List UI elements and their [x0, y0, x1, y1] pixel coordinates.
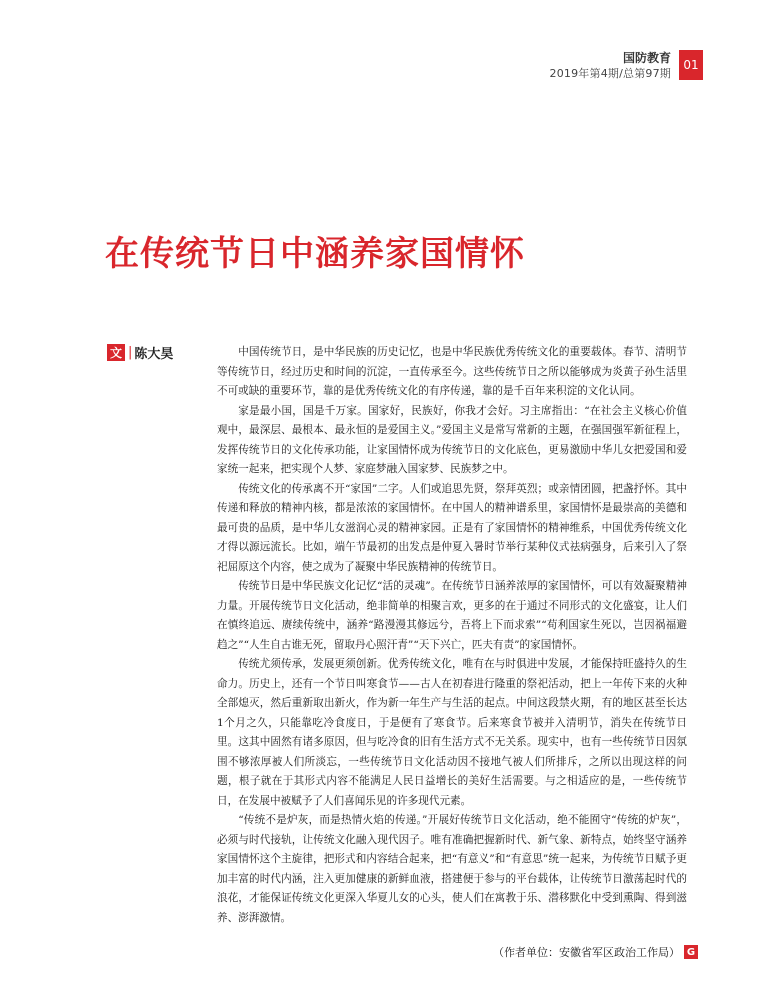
- article-title: 在传统节日中涵养家国情怀: [105, 234, 525, 274]
- issue-info: 2019年第4期/总第97期: [549, 67, 671, 80]
- header-text: [550, 50, 672, 81]
- author-byline: [107, 343, 173, 362]
- page-header: [550, 50, 704, 81]
- article-paragraph: 中国传统节日，是中华民族的历史记忆，也是中华民族优秀传统文化的重要载体。春节、清明节等传统节日，经过历史和时间的沉淀，一直传承至今。这些传统节日之所以能够成为炎黄子孙生活里不可或缺的重要环节，靠的是优秀传统文化的有序传递，靠的是千百年来积淀的文化认同。: [217, 346, 687, 397]
- page-number-badge: 01: [679, 50, 703, 80]
- article-paragraph: 传统节日是中华民族文化记忆“活的灵魂”。在传统节日涵养浓厚的家国情怀，可以有效凝聚精神力量。开展传统节日文化活动，绝非简单的相聚言欢，更多的在于通过不同形式的文化盛宴，让人们在慎终追远、赓续传统中，涵养“路漫漫其修远兮，吾将上下而求索”“苟利国家生死以，岂因祸福避趋之”“人生自古谁无死，留取丹心照汗青”“天下兴亡，匹夫有责”的家国情怀。: [217, 580, 687, 651]
- journal-name: 国防教育: [622, 51, 671, 65]
- author-unit: （作者单位：安徽省军区政治工作局）: [493, 946, 680, 959]
- article-paragraph: 传统文化的传承离不开“家国”二字。人们或追思先贤，祭拜英烈；或亲情团圆，把盏抒怀。其中传递和释放的精神内核，都是浓浓的家国情怀。在中国人的精神谱系里，家国情怀是最崇高的美德和最可贵的品质，是中华儿女滋润心灵的精神家园。正是有了家国情怀的精神维系，中国优秀传统文化才得以源远流长。比如，端午节最初的出发点是仲夏入暑时节举行某种仪式祛病强身，后来引入了祭祀屈原这个内容，使之成为了凝聚中华民族精神的传统节日。: [217, 482, 687, 573]
- article-paragraph: “传统不是炉灰，而是热情火焰的传递。”开展好传统节日文化活动，绝不能囿守“传统的炉灰”，必须与时代接轨，让传统文化融入现代因子。唯有准确把握新时代、新气象、新特点，始终坚守涵养家国情怀这个主旋律，把形式和内容结合起来，把“有意义”和“有意思”统一起来，为传统节日赋予更加丰富的时代内涵，注入更加健康的新鲜血液，搭建便于参与的平台载体，让传统节日激荡起时代的浪花，才能保证传统文化更深入华夏儿女的心头，使人们在寓教于乐、潜移默化中受到熏陶、得到滋养、澎湃激情。: [217, 814, 687, 924]
- article-paragraph: 传统尤须传承，发展更须创新。优秀传统文化，唯有在与时俱进中发展，才能保持旺盛持久的生命力。历史上，还有一个节日叫寒食节——古人在初春进行隆重的祭祀活动，把上一年传下来的火种全部熄灭，然后重新取出新火，作为新一年生产与生活的起点。中间这段禁火期，有的地区甚至长达1个月之久，只能靠吃冷食度日，于是便有了寒食节。后来寒食节被并入清明节，消失在传统节日里。这其中固然有诸多原因，但与吃冷食的旧有生活方式不无关系。现实中，也有一些传统节日因氛围不够浓厚被人们所淡忘，一些传统节日文化活动因不接地气被人们所排斥，之所以出现这样的问题，根子就在于其形式内容不能满足人民日益增长的美好生活需要。与之相适应的是，一些传统节日，在发展中被赋予了人们喜闻乐见的许多现代元素。: [217, 658, 687, 807]
- author-separator: |: [128, 345, 133, 360]
- article-body: [217, 343, 687, 928]
- article-paragraph: 家是最小国，国是千万家。国家好，民族好，你我才会好。习主席指出：“在社会主义核心价值观中，最深层、最根本、最永恒的是爱国主义。”爱国主义是常写常新的主题，在强国强军新征程上，发挥传统节日的文化传承功能，让家国情怀成为传统节日的文化底色，更易激励中华儿女把爱国和爱家统一起来，把实现个人梦、家庭梦融入国家梦、民族梦之中。: [217, 404, 687, 475]
- author-name: 陈大昊: [134, 347, 174, 362]
- author-unit-line: [493, 944, 698, 960]
- end-mark: G: [684, 945, 698, 959]
- author-tag: 文: [107, 344, 125, 361]
